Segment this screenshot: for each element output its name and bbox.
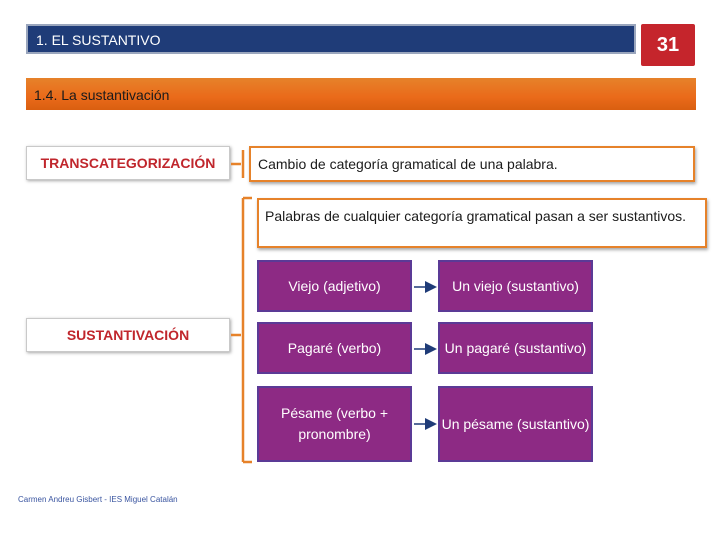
header-title: 1. EL SUSTANTIVO	[26, 24, 636, 54]
connector-transcategorizacion	[231, 150, 243, 178]
example-source-1-text: Viejo (adjetivo)	[288, 277, 381, 294]
page-number: 31	[641, 24, 695, 66]
example-result-1-text: Un viejo (sustantivo)	[452, 277, 579, 294]
example-result-3-text: Un pésame (sustantivo)	[441, 415, 590, 432]
example-source-3-text: Pésame (verbo + pronombre)	[281, 405, 388, 442]
term-transcategorizacion: TRANSCATEGORIZACIÓN	[26, 146, 230, 180]
connector-sustantivacion	[231, 198, 252, 462]
definition-transcategorizacion: Cambio de categoría gramatical de una palabra.	[249, 146, 695, 182]
definition-sustantivacion: Palabras de cualquier categoría gramatical pasan a ser sustantivos.	[257, 198, 707, 248]
example-source-2-text: Pagaré (verbo)	[287, 339, 382, 356]
term-sustantivacion: SUSTANTIVACIÓN	[26, 318, 230, 352]
section-title: 1.4. La sustantivación	[26, 78, 696, 110]
footer-credit: Carmen Andreu Gisbert - IES Miguel Catalán	[18, 495, 178, 504]
example-result-2-text: Un pagaré (sustantivo)	[444, 339, 587, 356]
